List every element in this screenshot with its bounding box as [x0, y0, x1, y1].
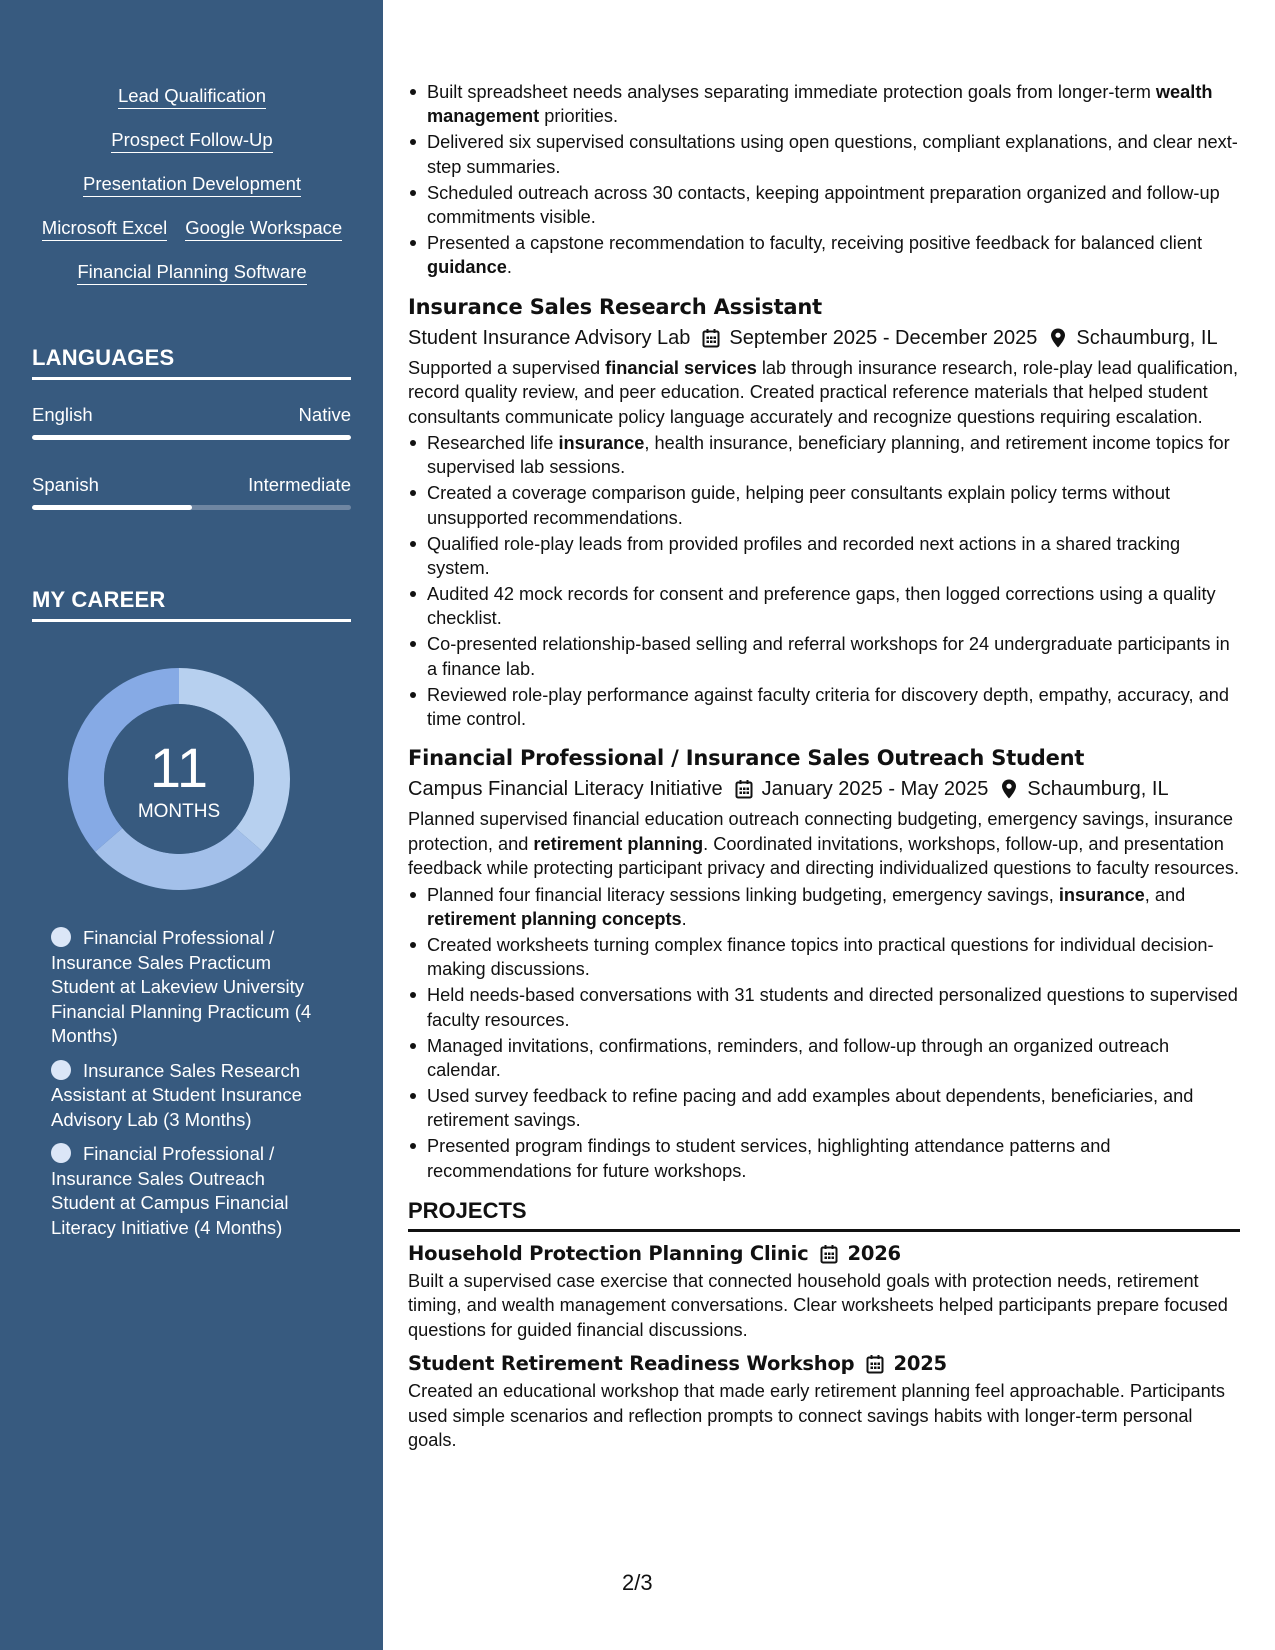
bullet-dot-icon [51, 927, 71, 947]
bullet-item: Audited 42 mock records for consent and preference gaps, then logged corrections using a quality checklist. [408, 582, 1240, 631]
skills-list [32, 84, 352, 304]
bullet-dot-icon [51, 1143, 71, 1163]
project-year: 2026 [847, 1241, 901, 1265]
languages-heading: LANGUAGES [32, 345, 351, 380]
job-meta [408, 775, 1240, 803]
skill-tag: Google Workspace [185, 216, 342, 241]
skill-row [32, 128, 352, 153]
project-title-row [408, 1351, 1240, 1377]
job-location: Schaumburg, IL [1027, 778, 1169, 801]
bullet-item: Created worksheets turning complex finance topics into practical questions for individual decision-making discussions. [408, 933, 1240, 982]
skill-row [32, 172, 352, 197]
job-entry [408, 744, 1240, 1183]
career-total-unit: MONTHS [137, 801, 221, 822]
career-item [51, 1059, 326, 1133]
project-description: Created an educational workshop that made early retirement planning feel approachable. Participants used simple scenarios and reflection prompts to connect savings habits with longer-term personal goals. [408, 1381, 1225, 1450]
skill-tag: Microsoft Excel [42, 216, 167, 241]
job-bullets [408, 431, 1240, 731]
project-year: 2025 [893, 1352, 947, 1376]
language-english [32, 403, 351, 440]
language-proficiency-fill [32, 435, 351, 440]
skill-tag: Presentation Development [83, 172, 301, 197]
bullet-item: Researched life insurance, health insurance, beneficiary planning, and retirement income topics for supervised lab sessions. [408, 431, 1240, 480]
career-total-months: 11 [149, 736, 209, 799]
career-item [51, 926, 326, 1049]
language-level: Native [298, 404, 351, 425]
location-pin-icon [1049, 328, 1067, 348]
job-entry [408, 293, 1240, 732]
skill-row [32, 216, 352, 241]
language-proficiency-fill [32, 505, 192, 510]
career-item [51, 1142, 326, 1240]
skill-row [32, 260, 352, 285]
main-content [408, 80, 1240, 1452]
bullet-dot-icon [51, 1060, 71, 1080]
career-list [51, 926, 326, 1250]
career-donut-chart [64, 664, 294, 894]
job-dates: September 2025 - December 2025 [729, 326, 1038, 349]
language-level: Intermediate [248, 474, 351, 495]
bullet-item: Planned four financial literacy sessions linking budgeting, emergency savings, insurance, and retirement planning concepts. [408, 883, 1240, 932]
page-number: 2/3 [622, 1570, 653, 1595]
project-title: Student Retirement Readiness Workshop [408, 1352, 855, 1376]
bullet-item: Reviewed role-play performance against faculty criteria for discovery depth, empathy, accuracy, and time control. [408, 683, 1240, 732]
bullet-item: Held needs-based conversations with 31 students and directed personalized questions to supervised faculty resources. [408, 983, 1240, 1032]
language-name: English [32, 404, 93, 425]
projects-heading: PROJECTS [408, 1197, 1240, 1232]
bullet-item: Co-presented relationship-based selling and referral workshops for 24 undergraduate participants in a finance lab. [408, 632, 1240, 681]
sidebar [0, 0, 383, 1650]
project-title: Household Protection Planning Clinic [408, 1241, 809, 1265]
bullet-item: Managed invitations, confirmations, reminders, and follow-up through an organized outreach calendar. [408, 1034, 1240, 1083]
project-entry [408, 1351, 1240, 1452]
project-entry [408, 1241, 1240, 1342]
job-organization: Campus Financial Literacy Initiative [408, 778, 723, 801]
job-bullets [408, 883, 1240, 1183]
skill-row [32, 84, 352, 109]
bullet-item: Scheduled outreach across 30 contacts, keeping appointment preparation organized and follow-up commitments visible. [408, 181, 1240, 230]
calendar-icon [702, 328, 720, 348]
calendar-icon [820, 1244, 838, 1264]
career-heading: MY CAREER [32, 587, 351, 622]
career-donut-center [64, 664, 294, 894]
career-item-text: Financial Professional / Insurance Sales Practicum Student at Lakeview University Financial Planning Practicum (4 Months) [51, 927, 312, 1046]
bullet-item: Qualified role-play leads from provided profiles and recorded next actions in a shared tracking system. [408, 532, 1240, 581]
project-title-row [408, 1241, 1240, 1267]
bullet-item: Presented program findings to student services, highlighting attendance patterns and recommendations for future workshops. [408, 1134, 1240, 1183]
job-title: Financial Professional / Insurance Sales Outreach Student [408, 746, 1085, 771]
job-description: Planned supervised financial education outreach connecting budgeting, emergency savings, insurance protection, and retirement planning. Coordinated invitations, workshops, follow-up, and presentation feedback while protecting participant privacy and directing individualized questions to faculty resources. [408, 809, 1240, 879]
skill-tag: Prospect Follow-Up [111, 128, 272, 153]
language-name: Spanish [32, 474, 99, 495]
location-pin-icon [1000, 779, 1018, 799]
career-item-text: Insurance Sales Research Assistant at Student Insurance Advisory Lab (3 Months) [51, 1059, 302, 1130]
career-item-text: Financial Professional / Insurance Sales Outreach Student at Campus Financial Literacy Initiative (4 Months) [51, 1143, 289, 1238]
bullet-item: Built spreadsheet needs analyses separating immediate protection goals from longer-term wealth management priorities. [408, 80, 1240, 129]
bullet-item: Presented a capstone recommendation to faculty, receiving positive feedback for balanced client guidance. [408, 231, 1240, 280]
calendar-icon [866, 1354, 884, 1374]
bullet-item: Used survey feedback to refine pacing and add examples about dependents, beneficiaries, and retirement savings. [408, 1084, 1240, 1133]
bullet-item: Created a coverage comparison guide, helping peer consultants explain policy terms without unsupported recommendations. [408, 481, 1240, 530]
skill-tag: Financial Planning Software [77, 260, 306, 285]
job-description: Supported a supervised financial services lab through insurance research, role-play lead qualification, record quality review, and peer education. Created practical reference materials that helped student consultants communicate policy language accurately and recognize questions requiring escalation. [408, 357, 1239, 427]
bullet-item: Delivered six supervised consultations using open questions, compliant explanations, and clear next-step summaries. [408, 130, 1240, 179]
language-spanish [32, 473, 351, 510]
language-proficiency-bar [32, 505, 351, 510]
language-proficiency-bar [32, 435, 351, 440]
job-location: Schaumburg, IL [1076, 326, 1218, 349]
project-description: Built a supervised case exercise that connected household goals with protection needs, retirement timing, and wealth management conversations. Clear worksheets helped participants prepare focused questions for guided financial discussions. [408, 1270, 1228, 1340]
job-title: Insurance Sales Research Assistant [408, 294, 822, 319]
job-organization: Student Insurance Advisory Lab [408, 326, 691, 349]
calendar-icon [735, 779, 753, 799]
job-meta [408, 324, 1240, 352]
job-dates: January 2025 - May 2025 [761, 778, 989, 801]
skill-tag: Lead Qualification [118, 84, 266, 109]
previous-role-bullets [408, 80, 1240, 280]
